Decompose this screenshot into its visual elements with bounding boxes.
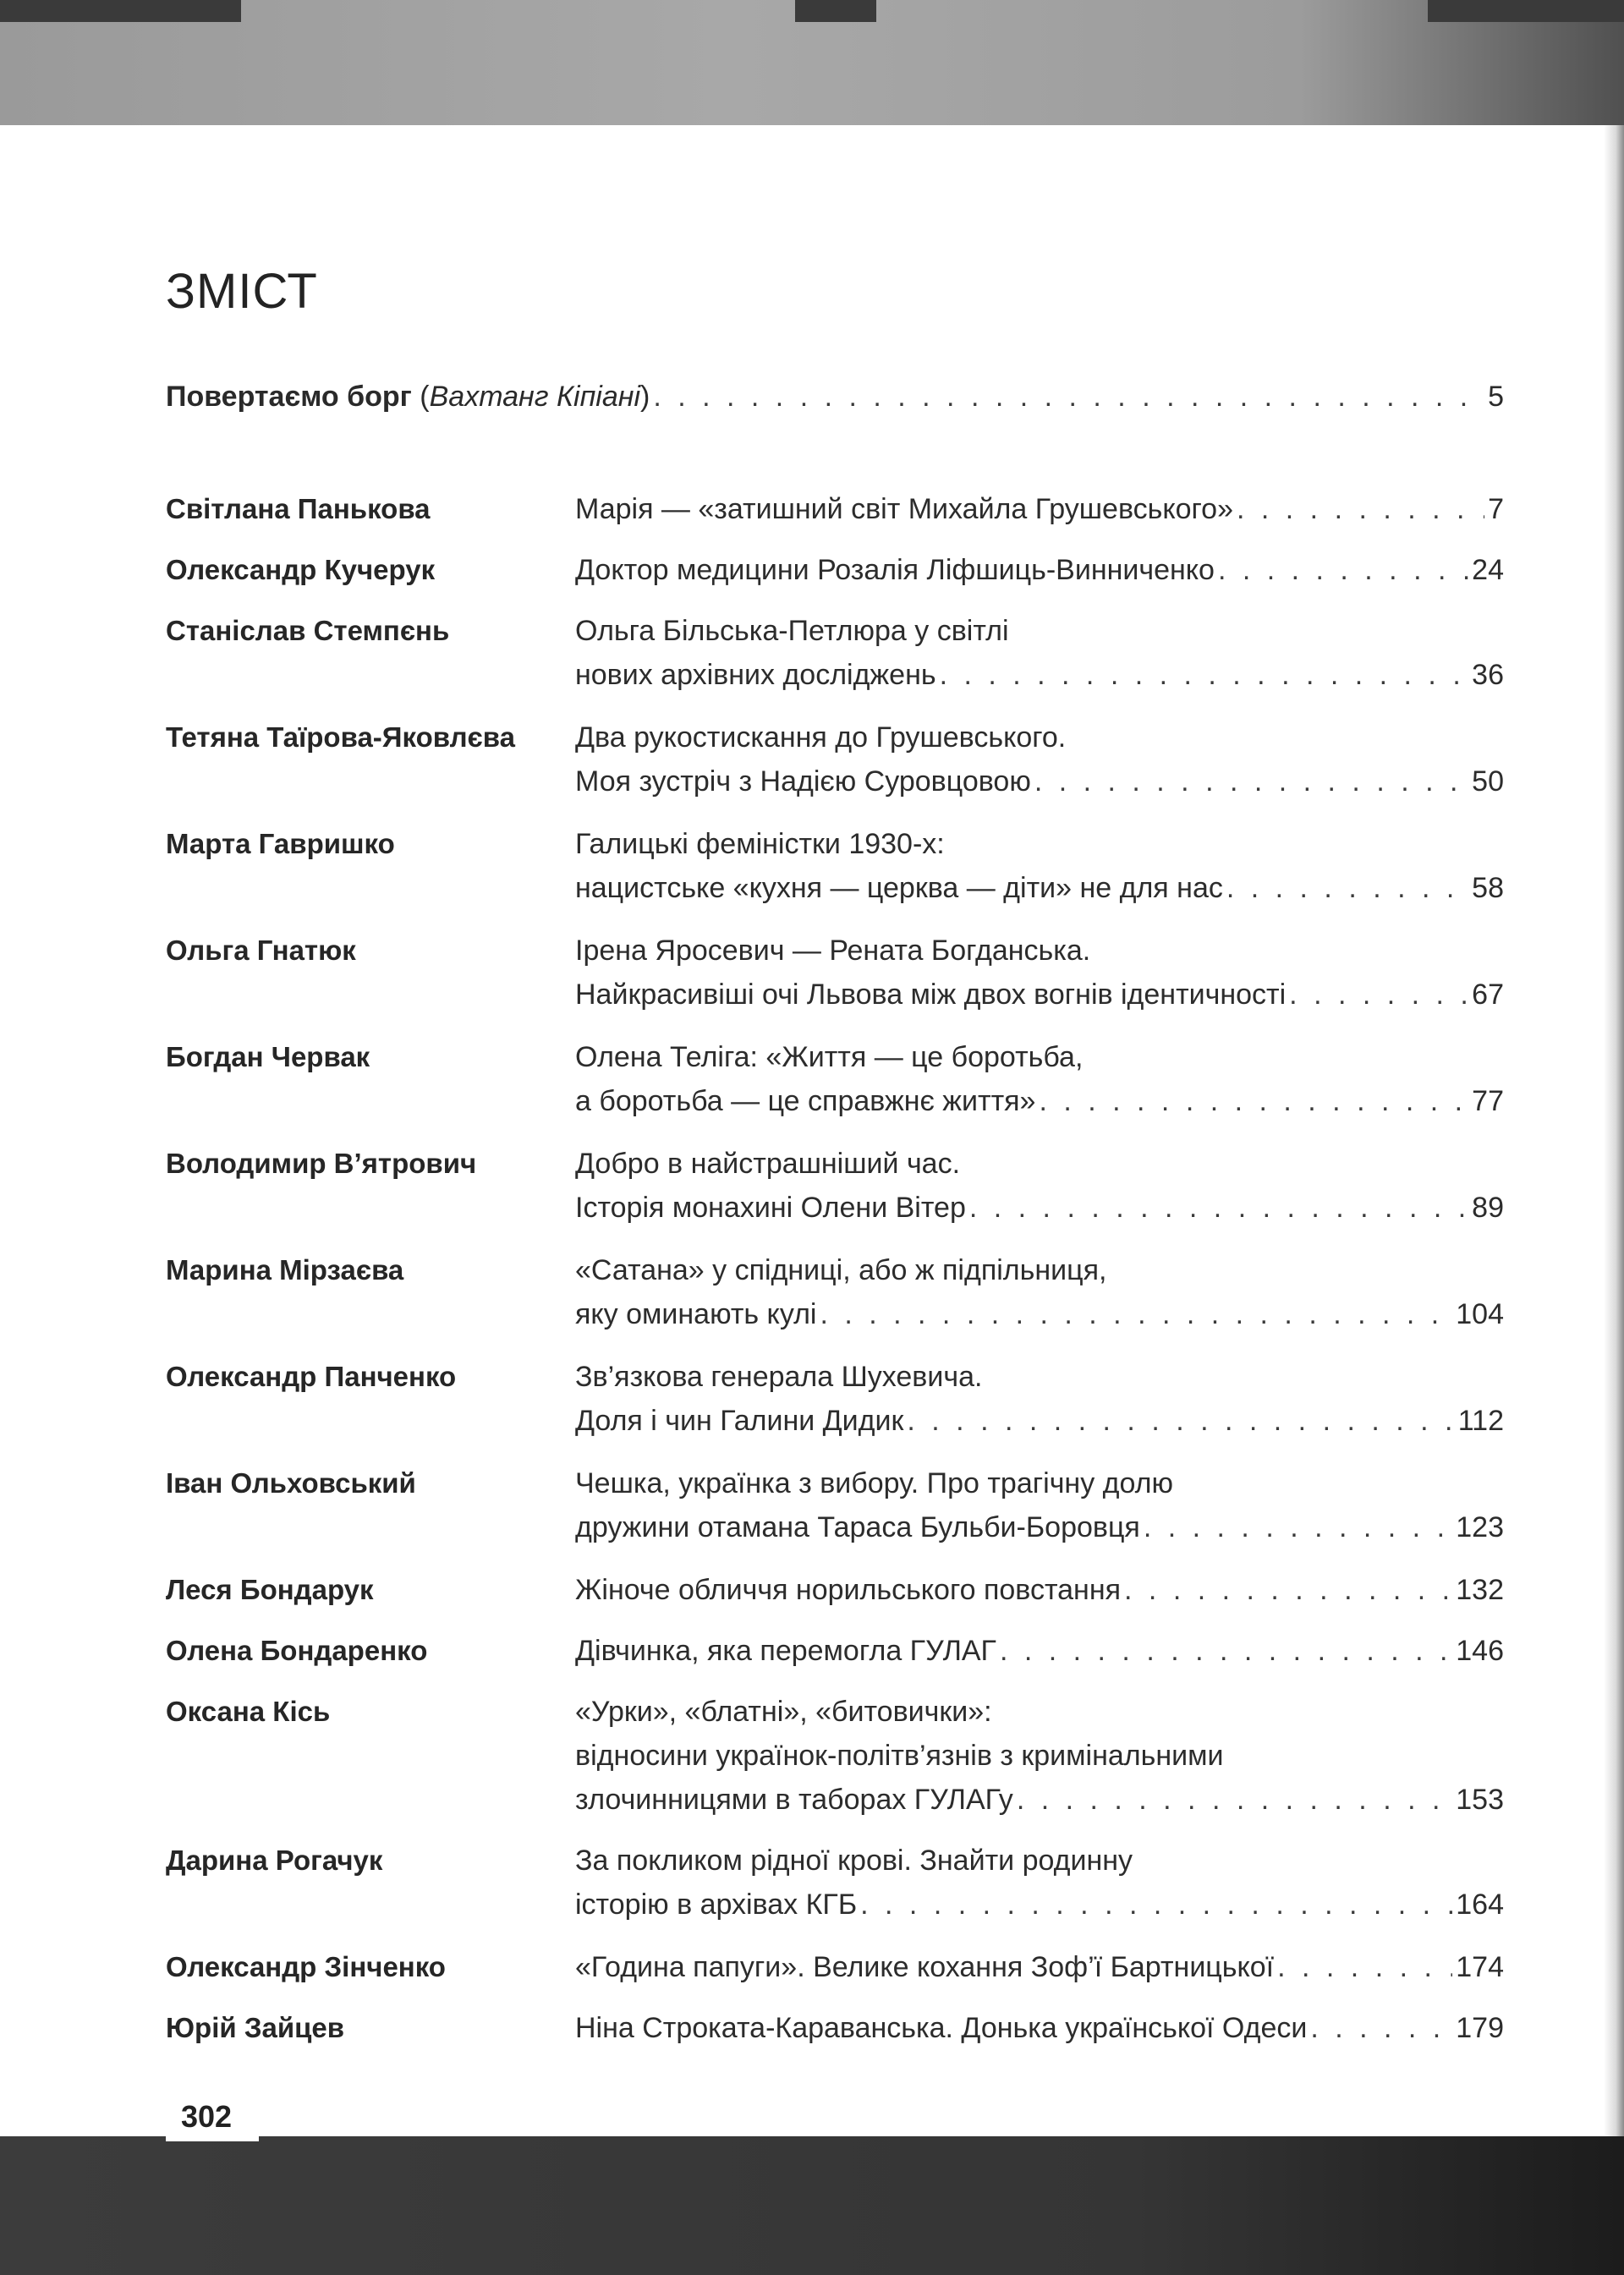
toc-entry [166, 1945, 1504, 1989]
toc-author: Юрій Зайцев [166, 2012, 345, 2043]
toc-entry [166, 609, 1504, 697]
toc-title-text: Жіноче обличчя норильського повстання [575, 1574, 1122, 1606]
toc-title-text: «Сатана» у спідниці, або ж підпільниця, [575, 1254, 1107, 1286]
toc-entry-title [575, 1839, 1504, 1927]
toc-title-line [575, 1568, 1504, 1612]
dot-leader [907, 1399, 1454, 1443]
toc-page-number: 146 [1456, 1635, 1504, 1667]
toc-title-text: яку оминають кулі [575, 1298, 817, 1330]
dot-leader [653, 381, 1484, 414]
toc-title-text: Ніна Строката-Караванська. Донька української Одеси [575, 2012, 1308, 2044]
toc-title-text: «Година папуги». Велике кохання Зоф’ї Бартницької [575, 1951, 1275, 1983]
toc-author: Олександр Зінченко [166, 1951, 446, 1982]
dot-leader [820, 1292, 1452, 1336]
toc-entry [166, 1629, 1504, 1673]
toc-title-text: Марія — «затишний світ Михайла Грушевського» [575, 493, 1233, 525]
toc-page-number: 50 [1472, 765, 1504, 798]
toc-title-text: дружини отамана Тараса Бульби-Боровця [575, 1511, 1140, 1543]
toc-title-text: Доктор медицини Розалія Ліфшиць-Винниченко [575, 554, 1215, 586]
toc-title-text: відносини українок-політв’язнів з кримінальними [575, 1740, 1224, 1772]
toc-author: Світлана Панькова [166, 493, 431, 524]
toc-author: Володимир В’ятрович [166, 1148, 477, 1179]
toc-title-text: Історія монахині Олени Вітер [575, 1192, 966, 1224]
toc-title-line [575, 609, 1504, 653]
toc-page-number: 77 [1472, 1085, 1504, 1117]
intro-title: Повертаємо борг [166, 381, 412, 413]
toc-title-text: «Урки», «блатні», «битовички»: [575, 1696, 992, 1728]
dot-leader [1277, 1945, 1452, 1989]
toc-entry [166, 929, 1504, 1017]
scan-bottom-margin [0, 2136, 1624, 2275]
toc-author: Іван Ольховський [166, 1467, 416, 1499]
toc-title-line [575, 715, 1504, 759]
toc-title-text: За покликом рідної крові. Знайти родинну [575, 1845, 1133, 1877]
toc-title-line [575, 548, 1504, 592]
toc-title-text: Галицькі феміністки 1930-х: [575, 828, 945, 860]
toc-page-number: 67 [1472, 979, 1504, 1011]
toc-page-number: 123 [1456, 1511, 1504, 1543]
dot-leader [860, 1883, 1452, 1927]
toc-author: Олександр Кучерук [166, 554, 436, 585]
toc-page-number: 179 [1456, 2012, 1504, 2044]
dot-leader [1310, 2006, 1452, 2050]
toc-title-line [575, 1778, 1504, 1822]
toc-title-line [575, 822, 1504, 866]
toc-title-text: нацистське «кухня — церква — діти» не для нас [575, 872, 1223, 904]
toc-page-number: 104 [1456, 1298, 1504, 1330]
toc-title-line [575, 1248, 1504, 1292]
dot-leader [1034, 759, 1468, 803]
toc-title-line [575, 1355, 1504, 1399]
toc-entry [166, 548, 1504, 592]
page-title: ЗМІСТ [166, 263, 318, 319]
toc-entry-title [575, 609, 1504, 697]
toc-title-line [575, 1292, 1504, 1336]
dot-leader [1218, 548, 1468, 592]
toc-title-line [575, 973, 1504, 1017]
toc-entry-title [575, 2006, 1504, 2050]
dot-leader [1237, 487, 1484, 531]
toc-title-text: Чешка, українка з вибору. Про трагічну долю [575, 1467, 1173, 1499]
dot-leader [1144, 1505, 1452, 1549]
scan-top-notch [795, 0, 876, 22]
page-number: 302 [166, 2092, 259, 2141]
toc-title-line [575, 1505, 1504, 1549]
toc-entry [166, 1142, 1504, 1230]
scan-top-notch [0, 0, 241, 22]
dot-leader [940, 653, 1469, 697]
toc-title-line [575, 866, 1504, 910]
toc-entry-title [575, 1461, 1504, 1549]
toc-title-line [575, 487, 1504, 531]
dot-leader [1226, 866, 1468, 910]
toc-title-line [575, 1461, 1504, 1505]
toc-title-line [575, 2006, 1504, 2050]
toc-author: Тетяна Таїрова-Яковлєва [166, 721, 515, 753]
toc-author: Богдан Червак [166, 1041, 370, 1072]
toc-page-number: 174 [1456, 1951, 1504, 1983]
toc-intro-entry [166, 381, 1504, 414]
toc-entry-title [575, 1142, 1504, 1230]
toc-title-text: Зв’язкова генерала Шухевича. [575, 1361, 983, 1393]
toc-entry [166, 1839, 1504, 1927]
toc-title-line [575, 653, 1504, 697]
toc-title-line [575, 1883, 1504, 1927]
toc-entry [166, 715, 1504, 803]
toc-page-number: 58 [1472, 872, 1504, 904]
dot-leader [1289, 973, 1468, 1017]
table-of-contents [166, 470, 1504, 2050]
toc-title-line [575, 1690, 1504, 1734]
toc-author: Марта Гавришко [166, 828, 395, 859]
toc-title-text: злочинницями в таборах ГУЛАГу [575, 1784, 1013, 1816]
toc-title-text: Ірена Яросевич — Рената Богданська. [575, 935, 1091, 967]
toc-entry-title [575, 1035, 1504, 1123]
toc-page-number: 24 [1472, 554, 1504, 586]
toc-title-text: Добро в найстрашніший час. [575, 1148, 961, 1180]
toc-title-line [575, 1035, 1504, 1079]
toc-title-line [575, 1399, 1504, 1443]
toc-entry-title [575, 715, 1504, 803]
intro-paren-open: ( [411, 381, 430, 413]
toc-title-text: історію в архівах КГБ [575, 1889, 858, 1921]
toc-entry-title [575, 1690, 1504, 1822]
toc-entry-title [575, 1568, 1504, 1612]
dot-leader [969, 1186, 1468, 1230]
intro-paren-close: ) [640, 381, 650, 413]
toc-title-text: Доля і чин Галини Дидик [575, 1405, 904, 1437]
toc-title-text: Найкрасивіші очі Львова між двох вогнів ідентичності [575, 979, 1287, 1011]
toc-author: Марина Мірзаєва [166, 1254, 404, 1286]
toc-author: Оксана Кісь [166, 1696, 331, 1727]
toc-title-text: Олена Теліга: «Життя — це боротьба, [575, 1041, 1084, 1073]
toc-author: Олена Бондаренко [166, 1635, 428, 1666]
toc-author: Леся Бондарук [166, 1574, 374, 1605]
intro-page-number: 5 [1488, 381, 1504, 413]
dot-leader [1039, 1079, 1468, 1123]
intro-author: Вахтанг Кіпіані [429, 381, 641, 413]
toc-title-line [575, 1839, 1504, 1883]
toc-title-line [575, 1945, 1504, 1989]
toc-entry-title [575, 487, 1504, 531]
toc-entry [166, 1690, 1504, 1822]
toc-entry [166, 1355, 1504, 1443]
toc-entry [166, 487, 1504, 531]
toc-entry [166, 2006, 1504, 2050]
toc-title-text: Ольга Більська-Петлюра у світлі [575, 615, 1009, 647]
toc-page-number: 7 [1488, 493, 1504, 525]
toc-author: Ольга Гнатюк [166, 935, 356, 966]
toc-entry-title [575, 1248, 1504, 1336]
toc-entry [166, 1568, 1504, 1612]
toc-title-line [575, 929, 1504, 973]
toc-author: Станіслав Стемпєнь [166, 615, 450, 646]
toc-title-line [575, 1079, 1504, 1123]
toc-title-line [575, 759, 1504, 803]
toc-entry-title [575, 1355, 1504, 1443]
toc-page-number: 153 [1456, 1784, 1504, 1816]
toc-entry [166, 1035, 1504, 1123]
toc-title-line [575, 1186, 1504, 1230]
toc-page-number: 36 [1472, 659, 1504, 691]
toc-title-line [575, 1142, 1504, 1186]
toc-title-text: Моя зустріч з Надією Суровцовою [575, 765, 1031, 798]
toc-entry [166, 1461, 1504, 1549]
toc-page-number: 132 [1456, 1574, 1504, 1606]
toc-title-text: Дівчинка, яка перемогла ГУЛАГ [575, 1635, 996, 1667]
scan-top-notch [1428, 0, 1624, 22]
toc-title-line [575, 1734, 1504, 1778]
toc-page-number: 112 [1457, 1405, 1504, 1437]
dot-leader [1017, 1778, 1452, 1822]
toc-title-text: а боротьба — це справжнє життя» [575, 1085, 1036, 1117]
toc-entry [166, 1248, 1504, 1336]
dot-leader [1000, 1629, 1452, 1673]
toc-page-number: 164 [1456, 1889, 1504, 1921]
toc-title-text: Два рукостискання до Грушевського. [575, 721, 1067, 754]
page-edge-shadow [1604, 125, 1624, 2136]
dot-leader [1124, 1568, 1452, 1612]
toc-entry-title [575, 822, 1504, 910]
toc-author: Дарина Рогачук [166, 1845, 383, 1876]
toc-author: Олександр Панченко [166, 1361, 457, 1392]
toc-page-number: 89 [1472, 1192, 1504, 1224]
toc-entry-title [575, 548, 1504, 592]
toc-title-text: нових архівних досліджень [575, 659, 936, 691]
toc-entry [166, 822, 1504, 910]
toc-entry-title [575, 1629, 1504, 1673]
toc-entry-title [575, 929, 1504, 1017]
toc-entry-title [575, 1945, 1504, 1989]
toc-title-line [575, 1629, 1504, 1673]
